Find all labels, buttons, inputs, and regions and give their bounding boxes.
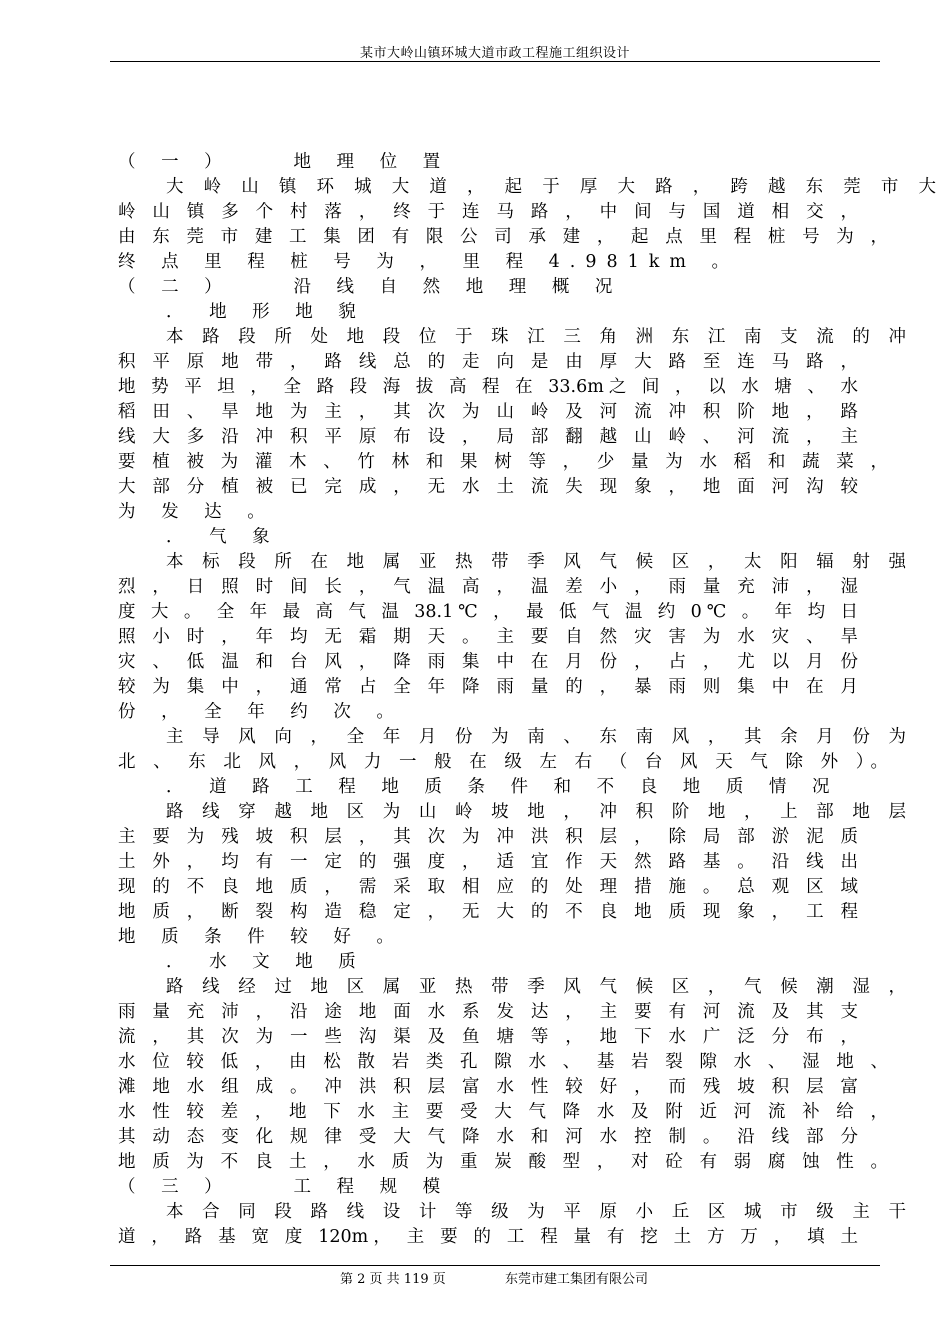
text-line: 地 质 条 件 较 好 。 <box>118 927 404 947</box>
text-line: ． 地 形 地 貌 <box>166 302 366 322</box>
text-line: 大 岭 山 镇 环 城 大 道 ， 起 于 厚 大 路 ， 跨 越 东 莞 市 大 <box>166 177 936 197</box>
text-line: 线 大 多 沿 冲 积 平 原 布 设 ， 局 部 翻 越 山 岭 、 河 流 ， 主 <box>118 427 858 447</box>
text-line: ． 气 象 <box>166 527 280 547</box>
text-line: 路 线 经 过 地 区 属 亚 热 带 季 风 气 候 区 ， 气 候 潮 湿 ， <box>166 977 906 997</box>
document-body <box>118 150 936 1250</box>
text-line: 水 性 较 差 ， 地 下 水 主 要 受 大 气 降 水 及 附 近 河 流 补 给 ， <box>118 1102 888 1122</box>
text-line: 地 质 为 不 良 土 ， 水 质 为 重 炭 酸 型 ， 对 砼 有 弱 腐 蚀 性 。 <box>118 1152 888 1172</box>
text-line: 稻 田 、 旱 地 为 主 ， 其 次 为 山 岭 及 河 流 冲 积 阶 地 ， 路 <box>118 402 858 422</box>
text-line: 水 位 较 低 ， 由 松 散 岩 类 孔 隙 水 、 基 岩 裂 隙 水 、 湿 地 、 <box>118 1052 888 1072</box>
text-line: 地 势 平 坦 ， 全 路 段 海 拔 高 程 在 33.6m之 间 ， 以 水 塘 、 水 <box>118 377 858 397</box>
footer-company: 东莞市建工集团有限公司 <box>505 1272 649 1287</box>
text-line: 主 要 为 残 坡 积 层 ， 其 次 为 冲 洪 积 层 ， 除 局 部 淤 泥 质 <box>118 827 858 847</box>
text-line: 路 线 穿 越 地 区 为 山 岭 坡 地 ， 冲 积 阶 地 ， 上 部 地 层 <box>166 802 906 822</box>
text-line: 雨 量 充 沛 ， 沿 途 地 面 水 系 发 达 ， 主 要 有 河 流 及 其 支 <box>118 1002 858 1022</box>
text-line: （ 三 ） 工 程 规 模 <box>118 1177 451 1197</box>
text-line: 度 大 。 全 年 最 高 气 温 38.1℃ ， 最 低 气 温 约 0℃ 。 年 均 日 <box>118 602 858 622</box>
text-line: 现 的 不 良 地 质 ， 需 采 取 相 应 的 处 理 措 施 。 总 观 区 域 <box>118 877 858 897</box>
text-line: 灾 、 低 温 和 台 风 ， 降 雨 集 中 在 月 份 ， 占 ， 尤 以 月 份 <box>118 652 858 672</box>
text-line: （ 一 ） 地 理 位 置 <box>118 152 451 172</box>
text-line: 要 植 被 为 灌 木 、 竹 林 和 果 树 等 ， 少 量 为 水 稻 和 蔬 菜 ， <box>118 452 888 472</box>
text-line: 份 ， 全 年 约 次 。 <box>118 702 404 722</box>
text-line: 本 路 段 所 处 地 段 位 于 珠 江 三 角 洲 东 江 南 支 流 的 冲 <box>166 327 906 347</box>
text-line: 岭 山 镇 多 个 村 落 ， 终 于 连 马 路 ， 中 间 与 国 道 相 交 ， <box>118 202 858 222</box>
text-line: 烈 ， 日 照 时 间 长 ， 气 温 高 ， 温 差 小 ， 雨 量 充 沛 ， 湿 <box>118 577 858 597</box>
header-rule <box>110 61 880 62</box>
page-header-title: 某市大岭山镇环城大道市政工程施工组织设计 <box>359 46 630 61</box>
text-line: 其 动 态 变 化 规 律 受 大 气 降 水 和 河 水 控 制 。 沿 线 部 分 <box>118 1127 858 1147</box>
text-line: 大 部 分 植 被 已 完 成 ， 无 水 土 流 失 现 象 ， 地 面 河 沟 较 <box>118 477 858 497</box>
text-line: 为 发 达 。 <box>118 502 275 522</box>
text-line: 由 东 莞 市 建 工 集 团 有 限 公 司 承 建 ， 起 点 里 程 桩 号 为 ， <box>118 227 888 247</box>
text-line: 终 点 里 程 桩 号 为 ， 里 程 4.981km 。 <box>118 252 739 272</box>
text-line: 流 ， 其 次 为 一 些 沟 渠 及 鱼 塘 等 ， 地 下 水 广 泛 分 布 ， <box>118 1027 858 1047</box>
text-line: 本 标 段 所 在 地 属 亚 热 带 季 风 气 候 区 ， 太 阳 辐 射 强 <box>166 552 906 572</box>
text-line: 土 外 ， 均 有 一 定 的 强 度 ， 适 宜 作 天 然 路 基 。 沿 线 出 <box>118 852 858 872</box>
text-line: 照 小 时 ， 年 均 无 霜 期 天 。 主 要 自 然 灾 害 为 水 灾 、 旱 <box>118 627 858 647</box>
text-line: 地 质 ， 断 裂 构 造 稳 定 ， 无 大 的 不 良 地 质 现 象 ， 工 程 <box>118 902 858 922</box>
text-line: 本 合 同 段 路 线 设 计 等 级 为 平 原 小 丘 区 城 市 级 主 干 <box>166 1202 906 1222</box>
text-line: 北 、 东 北 风 ， 风 力 一 般 在 级 左 右 （ 台 风 天 气 除 外 ）。 <box>118 752 888 772</box>
text-line: 滩 地 水 组 成 。 冲 洪 积 层 富 水 性 较 好 ， 而 残 坡 积 层 富 <box>118 1077 858 1097</box>
text-line: ． 道 路 工 程 地 质 条 件 和 不 良 地 质 情 况 <box>166 777 840 797</box>
text-line: 道 ， 路 基 宽 度 120m， 主 要 的 工 程 量 有 挖 土 方 万 ， 填 土 <box>118 1227 858 1247</box>
text-line: （ 二 ） 沿 线 自 然 地 理 概 况 <box>118 277 623 297</box>
text-line: 主 导 风 向 ， 全 年 月 份 为 南 、 东 南 风 ， 其 余 月 份 为 <box>166 727 906 747</box>
text-line: ． 水 文 地 质 <box>166 952 366 972</box>
footer-rule <box>110 1265 880 1266</box>
text-line: 较 为 集 中 ， 通 常 占 全 年 降 雨 量 的 ， 暴 雨 则 集 中 在 月 <box>118 677 858 697</box>
footer-page-number: 第 2 页 共 119 页 <box>340 1272 446 1287</box>
text-line: 积 平 原 地 带 ， 路 线 总 的 走 向 是 由 厚 大 路 至 连 马 路 ， <box>118 352 858 372</box>
